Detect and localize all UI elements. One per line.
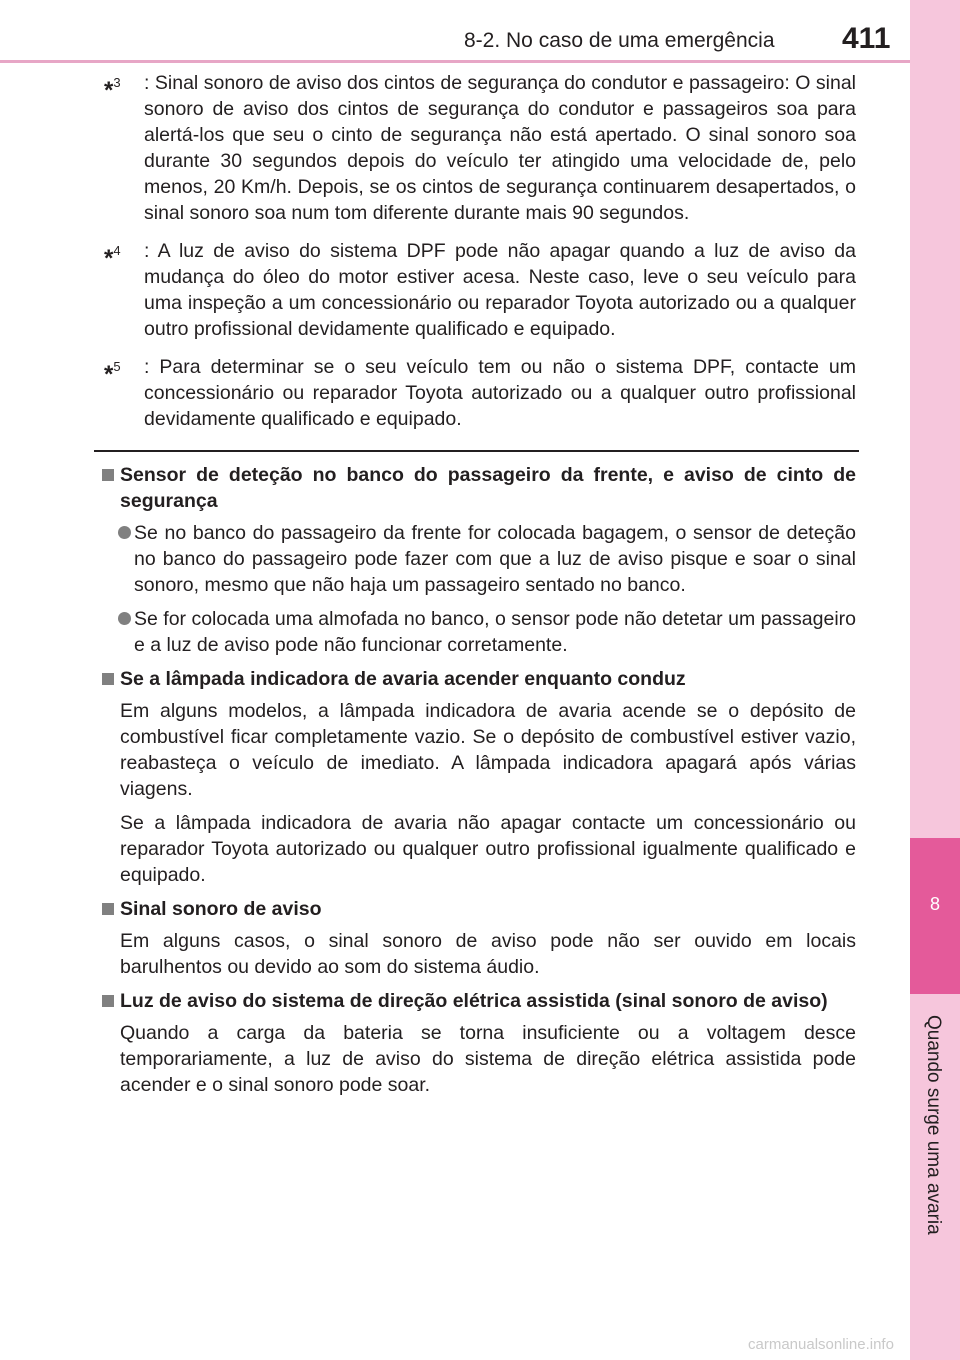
- page-number: 411: [842, 22, 891, 55]
- page-content: [104, 70, 856, 1106]
- footnote-marker: *$^4$: [104, 243, 121, 272]
- chapter-number: 8: [929, 894, 940, 914]
- footnote-text: : Sinal sonoro de aviso dos cintos de segurança do condutor e passageiro: O sinal sonoro de aviso dos cintos de segurança do condutor e passageiros soa para alertá-los que seu o cinto de segurança não está apertado. O sinal sonoro soa durante 30 segundos depois do veículo ter atingido uma velocidade de, pelo menos, 20 Km/h. Depois, se os cintos de segurança continuarem desapertados, o sinal sonoro soa num tom diferente durante mais 90 segundos.: [144, 72, 856, 224]
- square-bullet-icon: [102, 673, 114, 685]
- page-header: [0, 0, 960, 60]
- section-heading-passenger-sensor: Sensor de deteção no banco do passageiro da frente, e aviso de cinto de segurança: [104, 462, 856, 514]
- footnote-marker: *$^3$: [104, 75, 121, 104]
- footnote-text: : Para determinar se o seu veículo tem ou não o sistema DPF, contacte um concessionário ou reparador Toyota autorizado ou a qualquer outro profissional devidamente qualificado e equipado.: [144, 356, 856, 430]
- paragraph: Se a lâmpada indicadora de avaria não apagar contacte um concessionário ou reparador Toyota autorizado ou qualquer outro profissional igualmente qualificado e equipado.: [120, 812, 856, 886]
- footnote-4: [104, 238, 856, 342]
- circle-bullet-icon: [118, 526, 131, 539]
- paragraph: Em alguns casos, o sinal sonoro de aviso pode não ser ouvido em locais barulhentos ou devido ao som do sistema áudio.: [120, 930, 856, 978]
- chapter-title: Quando surge uma avaria: [923, 1015, 944, 1235]
- list-item: Se for colocada uma almofada no banco, o sensor pode não detetar um passageiro e a luz de aviso pode não funcionar corretamente.: [104, 606, 856, 658]
- header-section-title: 8-2. No caso de uma emergência: [464, 29, 775, 52]
- section-heading-power-steering: Luz de aviso do sistema de direção elétrica assistida (sinal sonoro de aviso): [104, 988, 856, 1014]
- paragraph: Em alguns modelos, a lâmpada indicadora de avaria acende se o depósito de combustível ficar completamente vazio. Se o depósito de combustível estiver vazio, reabasteça o veículo de imediato. A lâmpada indicadora apagará após várias viagens.: [120, 700, 856, 800]
- list-item: Se no banco do passageiro da frente for colocada bagagem, o sensor de deteção no banco do passageiro pode fazer com que a luz de aviso pisque e soar o sinal sonoro, mesmo que não haja um passageiro sentado no banco.: [104, 520, 856, 598]
- section-divider: [94, 450, 859, 452]
- footnote-3: [104, 70, 856, 226]
- section-heading-warning-buzzer: Sinal sonoro de aviso: [104, 896, 856, 922]
- footnote-5: [104, 354, 856, 432]
- square-bullet-icon: [102, 469, 114, 481]
- header-divider: [0, 60, 910, 63]
- square-bullet-icon: [102, 903, 114, 915]
- footnote-marker: *$^5$: [104, 359, 121, 388]
- paragraph: Quando a carga da bateria se torna insuficiente ou a voltagem desce temporariamente, a luz de aviso do sistema de direção elétrica assistida pode acender e o sinal sonoro pode soar.: [120, 1022, 856, 1096]
- square-bullet-icon: [102, 995, 114, 1007]
- section-heading-malfunction-lamp: Se a lâmpada indicadora de avaria acender enquanto conduz: [104, 666, 856, 692]
- chapter-number-tab: [910, 838, 960, 994]
- footnote-text: : A luz de aviso do sistema DPF pode não apagar quando a luz de aviso da mudança do óleo do motor estiver acesa. Neste caso, leve o seu veículo para uma inspeção a um concessionário ou reparador Toyota autorizado ou a qualquer outro profissional devidamente qualificado e equipado.: [144, 240, 856, 340]
- circle-bullet-icon: [118, 612, 131, 625]
- watermark: carmanualsonline.info: [748, 1336, 894, 1353]
